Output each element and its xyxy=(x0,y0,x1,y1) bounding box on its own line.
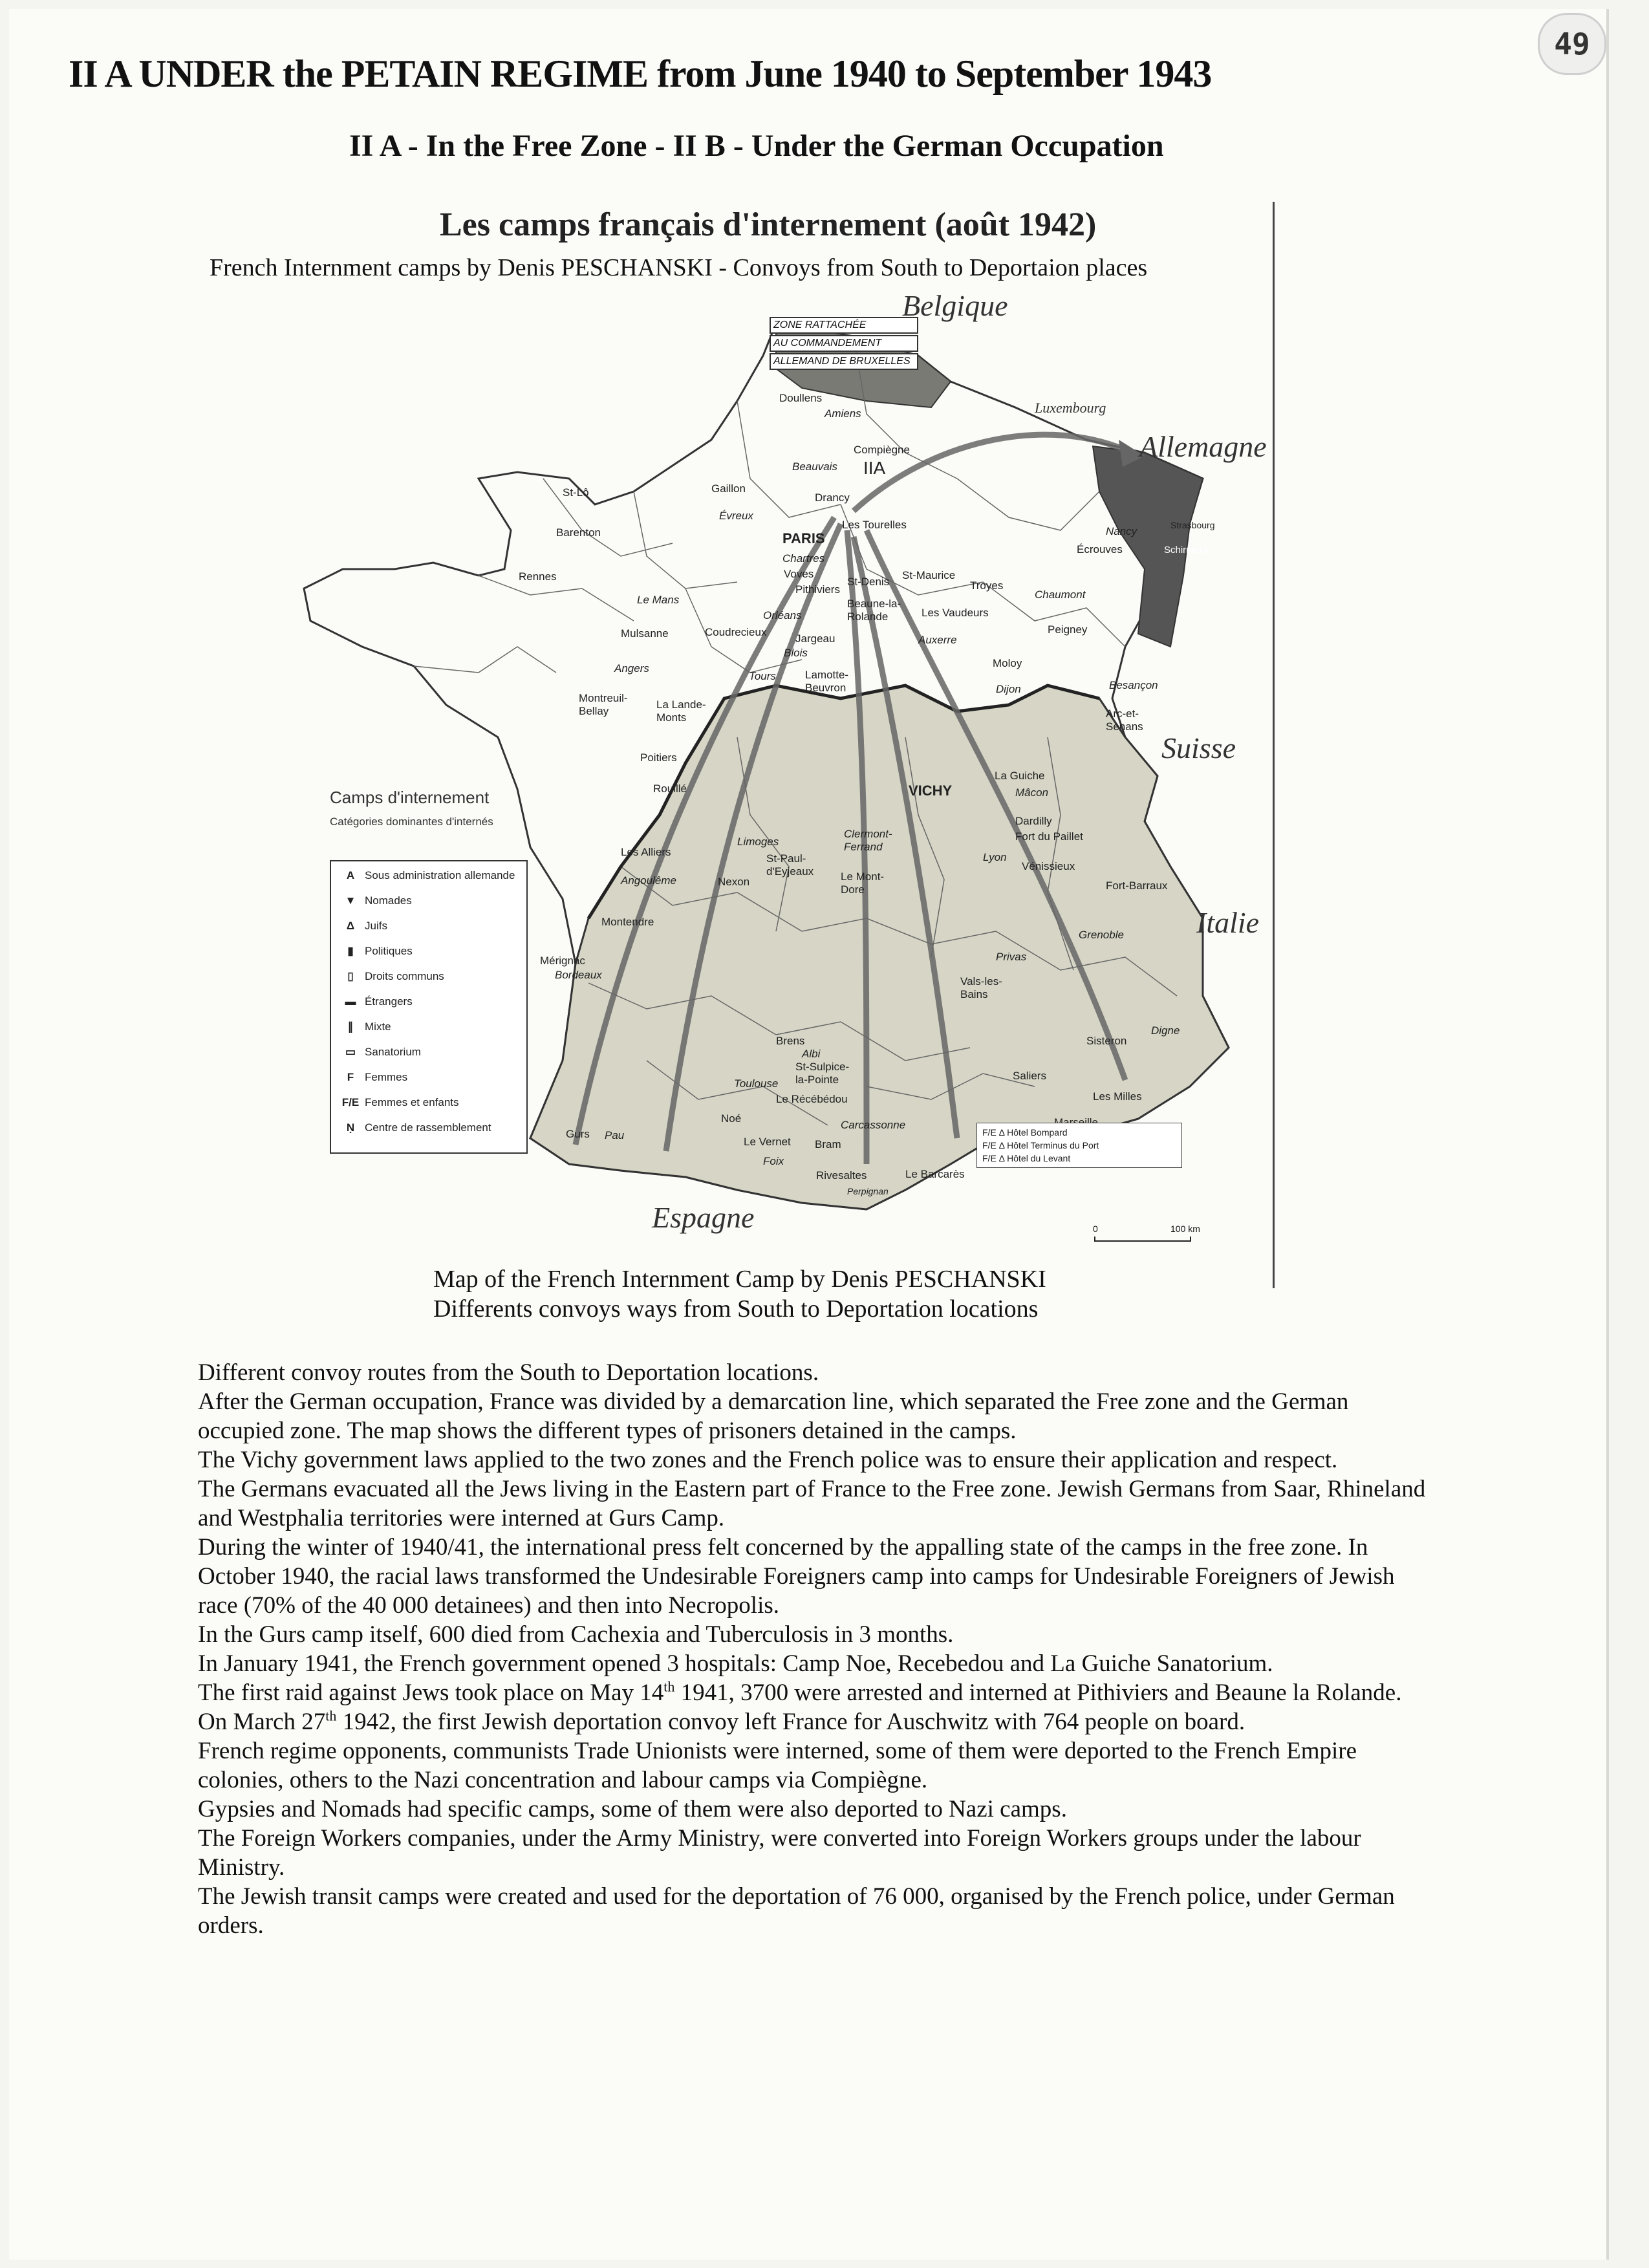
paragraph: In January 1941, the French government opened 3 hospitals: Camp Noe, Recebedou and La Guiche Sanatorium. xyxy=(198,1650,1273,1677)
place-digne: Digne xyxy=(1151,1024,1180,1037)
place-besancon: Besançon xyxy=(1109,679,1158,691)
legend-item: A Sous administration allemande xyxy=(346,869,515,881)
country-belgique: Belgique xyxy=(902,289,1008,322)
place-lyon: Lyon xyxy=(983,851,1007,863)
map-legend xyxy=(330,860,528,1154)
legend-item: ▬ Étrangers xyxy=(345,995,413,1008)
place-vichy: VICHY xyxy=(909,783,953,799)
place-amiens: Amiens xyxy=(824,407,861,420)
place-bordeaux: Bordeaux xyxy=(555,969,602,981)
paragraph: Different convoy routes from the South to Deportation locations. xyxy=(198,1359,819,1386)
place-paris: PARIS xyxy=(782,530,825,546)
place-rouille: Rouillé xyxy=(653,783,687,795)
place-le-vernet: Le Vernet xyxy=(744,1136,791,1148)
place-orleans: Orléans xyxy=(763,609,802,621)
place-coudrecieux: Coudrecieux xyxy=(705,626,767,638)
country-espagne: Espagne xyxy=(652,1201,755,1234)
place-le-barcares: Le Barcarès xyxy=(905,1168,965,1180)
place-dijon: Dijon xyxy=(996,683,1021,695)
place-lamotte: Lamotte-Beuvron xyxy=(805,669,849,694)
page-title: II A UNDER the PETAIN REGIME from June 1940 to September 1943 xyxy=(69,52,1212,95)
map-subtitle: French Internment camps by Denis PESCHANSKI - Convoys from South to Deportaion places xyxy=(210,254,1148,281)
place-pithiviers: Pithiviers xyxy=(795,583,840,596)
page-subtitle: II A - In the Free Zone - II B - Under the German Occupation xyxy=(349,129,1164,163)
place-st-lo: St-Lô xyxy=(563,486,589,499)
place-saliers: Saliers xyxy=(1013,1070,1046,1082)
place-beaune: Beaune-la-Rolande xyxy=(847,598,901,623)
place-merignac: Mérignac xyxy=(540,955,585,967)
place-grenoble: Grenoble xyxy=(1079,929,1124,941)
legend-item: ▮ Politiques xyxy=(347,945,413,957)
place-st-sulpice: St-Sulpice-la-Pointe xyxy=(795,1061,850,1086)
place-le-mont-dore: Le Mont-Dore xyxy=(841,870,885,896)
place-ecrouves: Écrouves xyxy=(1077,543,1123,556)
place-sisteron: Sisteron xyxy=(1086,1035,1127,1047)
legend-item: Ṇ Centre de rassemblement xyxy=(346,1121,491,1134)
place-toulouse: Toulouse xyxy=(734,1077,779,1090)
place-st-paul-deyjeaux: St-Paul-d'Eyjeaux xyxy=(766,852,814,878)
place-montreuil-bellay: Montreuil-Bellay xyxy=(579,692,628,717)
place-perpignan: Perpignan xyxy=(847,1186,889,1196)
place-brens: Brens xyxy=(776,1035,805,1047)
country-italie: Italie xyxy=(1196,906,1260,939)
body-text xyxy=(198,1358,1427,1940)
place-poitiers: Poitiers xyxy=(640,751,677,764)
place-angouleme: Angoulême xyxy=(621,874,677,887)
place-limoges: Limoges xyxy=(737,836,779,848)
marseille-hotels-inset: F/E Δ Hôtel Bompard F/E Δ Hôtel Terminus du Port F/E Δ Hôtel du Levant xyxy=(976,1123,1182,1168)
place-albi: Albi xyxy=(802,1048,821,1060)
legend-item: F/E Femmes et enfants xyxy=(341,1096,459,1108)
place-beauvais: Beauvais xyxy=(792,460,837,473)
place-venissieux: Vénissieux xyxy=(1022,860,1075,872)
place-le-recebedou: Le Récébédou xyxy=(776,1093,848,1105)
place-schirmeck: Schirmeck xyxy=(1164,545,1210,556)
place-macon: Mâcon xyxy=(1015,786,1049,799)
place-blois: Blois xyxy=(784,647,808,659)
paragraph-raid: The first raid against Jews took place on May 14th 1941, 3700 were arrested and interned at Pithiviers and Beaune la Rolande. On March 27th 1942, the first Jewish deportation convoy left France for Auschwitz with 764 people on board. xyxy=(198,1678,1402,1735)
legend-title: Camps d'internement xyxy=(330,788,490,807)
place-les-vaudeurs: Les Vaudeurs xyxy=(921,607,989,619)
legend-item: ▼ Nomades xyxy=(345,894,412,907)
country-suisse: Suisse xyxy=(1161,731,1236,764)
paragraph: Gypsies and Nomads had specific camps, some of them were also deported to Nazi camps. xyxy=(198,1796,1067,1822)
place-rivesaltes: Rivesaltes xyxy=(816,1169,867,1182)
place-clermont-ferrand: Clermont-Ferrand xyxy=(844,828,892,853)
place-pau: Pau xyxy=(605,1129,625,1141)
place-la-lande-monts: La Lande-Monts xyxy=(656,698,706,724)
paragraph: In the Gurs camp itself, 600 died from Cachexia and Tuberculosis in 3 months. xyxy=(198,1621,954,1648)
country-allemagne: Allemagne xyxy=(1139,430,1267,463)
place-vals-les-bains: Vals-les-Bains xyxy=(960,975,1002,1000)
place-st-denis: St-Denis xyxy=(847,576,890,588)
place-barenton: Barenton xyxy=(556,526,601,539)
place-les-tourelles: Les Tourelles xyxy=(842,519,907,531)
paragraph: The Vichy government laws applied to the two zones and the French police was to ensure their application and respect. xyxy=(198,1447,1338,1473)
legend-item: ▭ Sanatorium xyxy=(345,1046,421,1058)
place-nancy: Nancy xyxy=(1106,525,1137,537)
caption-line: Map of the French Internment Camp by Denis PESCHANSKI xyxy=(433,1266,1046,1293)
place-auxerre: Auxerre xyxy=(918,634,957,646)
place-noe: Noé xyxy=(721,1112,742,1125)
legend-item: F Femmes xyxy=(347,1071,408,1083)
place-gurs: Gurs xyxy=(566,1128,590,1140)
country-luxembourg: Luxembourg xyxy=(1035,400,1106,416)
place-drancy: Drancy xyxy=(815,491,850,504)
map-title: Les camps français d'internement (août 1942) xyxy=(440,206,1097,243)
caption-line: Differents convoys ways from South to Deportation locations xyxy=(433,1295,1039,1323)
place-chaumont: Chaumont xyxy=(1035,589,1086,601)
place-label-iia: IIA xyxy=(863,458,886,478)
place-les-alliers: Les Alliers xyxy=(621,846,671,858)
place-evreux: Évreux xyxy=(719,510,753,522)
place-foix: Foix xyxy=(763,1155,784,1167)
place-moloy: Moloy xyxy=(993,657,1022,669)
place-montendre: Montendre xyxy=(601,916,654,928)
place-fort-barraux: Fort-Barraux xyxy=(1106,880,1168,892)
place-arc-et-senans: Arc-et-Senans xyxy=(1106,707,1143,733)
map-caption xyxy=(433,1264,1209,1324)
place-tours: Tours xyxy=(749,670,776,682)
page-number-badge: 49 xyxy=(1538,13,1606,75)
paragraph: The Foreign Workers companies, under the Army Ministry, were converted into Foreign Workers groups under the labour Ministry. xyxy=(198,1825,1361,1881)
legend-subtitle: Catégories dominantes d'internés xyxy=(330,815,493,828)
place-le-mans: Le Mans xyxy=(637,594,680,606)
paragraph: After the German occupation, France was divided by a demarcation line, which separated the Free zone and the German occupied zone. The map shows the different types of prisoners detained in the camps. xyxy=(198,1388,1349,1444)
legend-item: ∥ Mixte xyxy=(347,1021,391,1033)
place-doullens: Doullens xyxy=(779,392,823,404)
place-chartres: Chartres xyxy=(782,552,825,565)
legend-item: Δ Juifs xyxy=(346,920,387,932)
place-gaillon: Gaillon xyxy=(711,482,746,495)
place-rennes: Rennes xyxy=(519,570,557,583)
paragraph: French regime opponents, communists Trade Unionists were interned, some of them were deported to the French Empire colonies, others to the Nazi concentration and labour camps via Compiègne. xyxy=(198,1738,1357,1793)
scale-zero: 0 xyxy=(1093,1224,1098,1234)
place-la-guiche: La Guiche xyxy=(995,770,1045,782)
place-fort-du-paillet: Fort du Paillet xyxy=(1015,830,1083,843)
place-privas: Privas xyxy=(996,951,1027,963)
internment-camps-map xyxy=(285,285,1274,1248)
zone-annex-label: ZONE RATTACHÉE AU COMMANDEMENT ALLEMAND DE BRUXELLES xyxy=(770,317,918,371)
paragraph: During the winter of 1940/41, the international press felt concerned by the appalling state of the camps in the free zone. In October 1940, the racial laws transformed the Undesirable Foreigners camp into camps for Undesirable Foreigners of Jewish race (70% of the 40 000 detainees) and then into Necropolis. xyxy=(198,1534,1395,1619)
place-peigney: Peigney xyxy=(1048,623,1088,636)
legend-item: ▯ Droits communs xyxy=(347,970,444,982)
place-jargeau: Jargeau xyxy=(795,632,835,645)
place-voves: Voves xyxy=(784,568,814,580)
place-compiegne: Compiègne xyxy=(854,444,910,456)
paragraph: The Jewish transit camps were created and used for the deportation of 76 000, organised by the French police, under German orders. xyxy=(198,1883,1395,1939)
place-strasbourg: Strasbourg xyxy=(1170,520,1215,530)
place-bram: Bram xyxy=(815,1138,841,1150)
place-dardilly: Dardilly xyxy=(1015,815,1052,827)
place-nexon: Nexon xyxy=(718,876,750,888)
place-troyes: Troyes xyxy=(970,579,1004,592)
place-carcassonne: Carcassonne xyxy=(841,1119,906,1131)
place-les-milles: Les Milles xyxy=(1093,1090,1142,1103)
place-angers: Angers xyxy=(614,662,649,675)
map-scale xyxy=(1093,1224,1222,1249)
paragraph: The Germans evacuated all the Jews living in the Eastern part of France to the Free zone. Jewish Germans from Saar, Rhineland and Westphalia territories were interned at Gurs Camp. xyxy=(198,1476,1426,1531)
place-mulsanne: Mulsanne xyxy=(621,627,669,640)
scale-distance: 100 km xyxy=(1170,1224,1200,1234)
place-st-maurice: St-Maurice xyxy=(902,569,956,581)
scale-bar xyxy=(1094,1240,1191,1242)
